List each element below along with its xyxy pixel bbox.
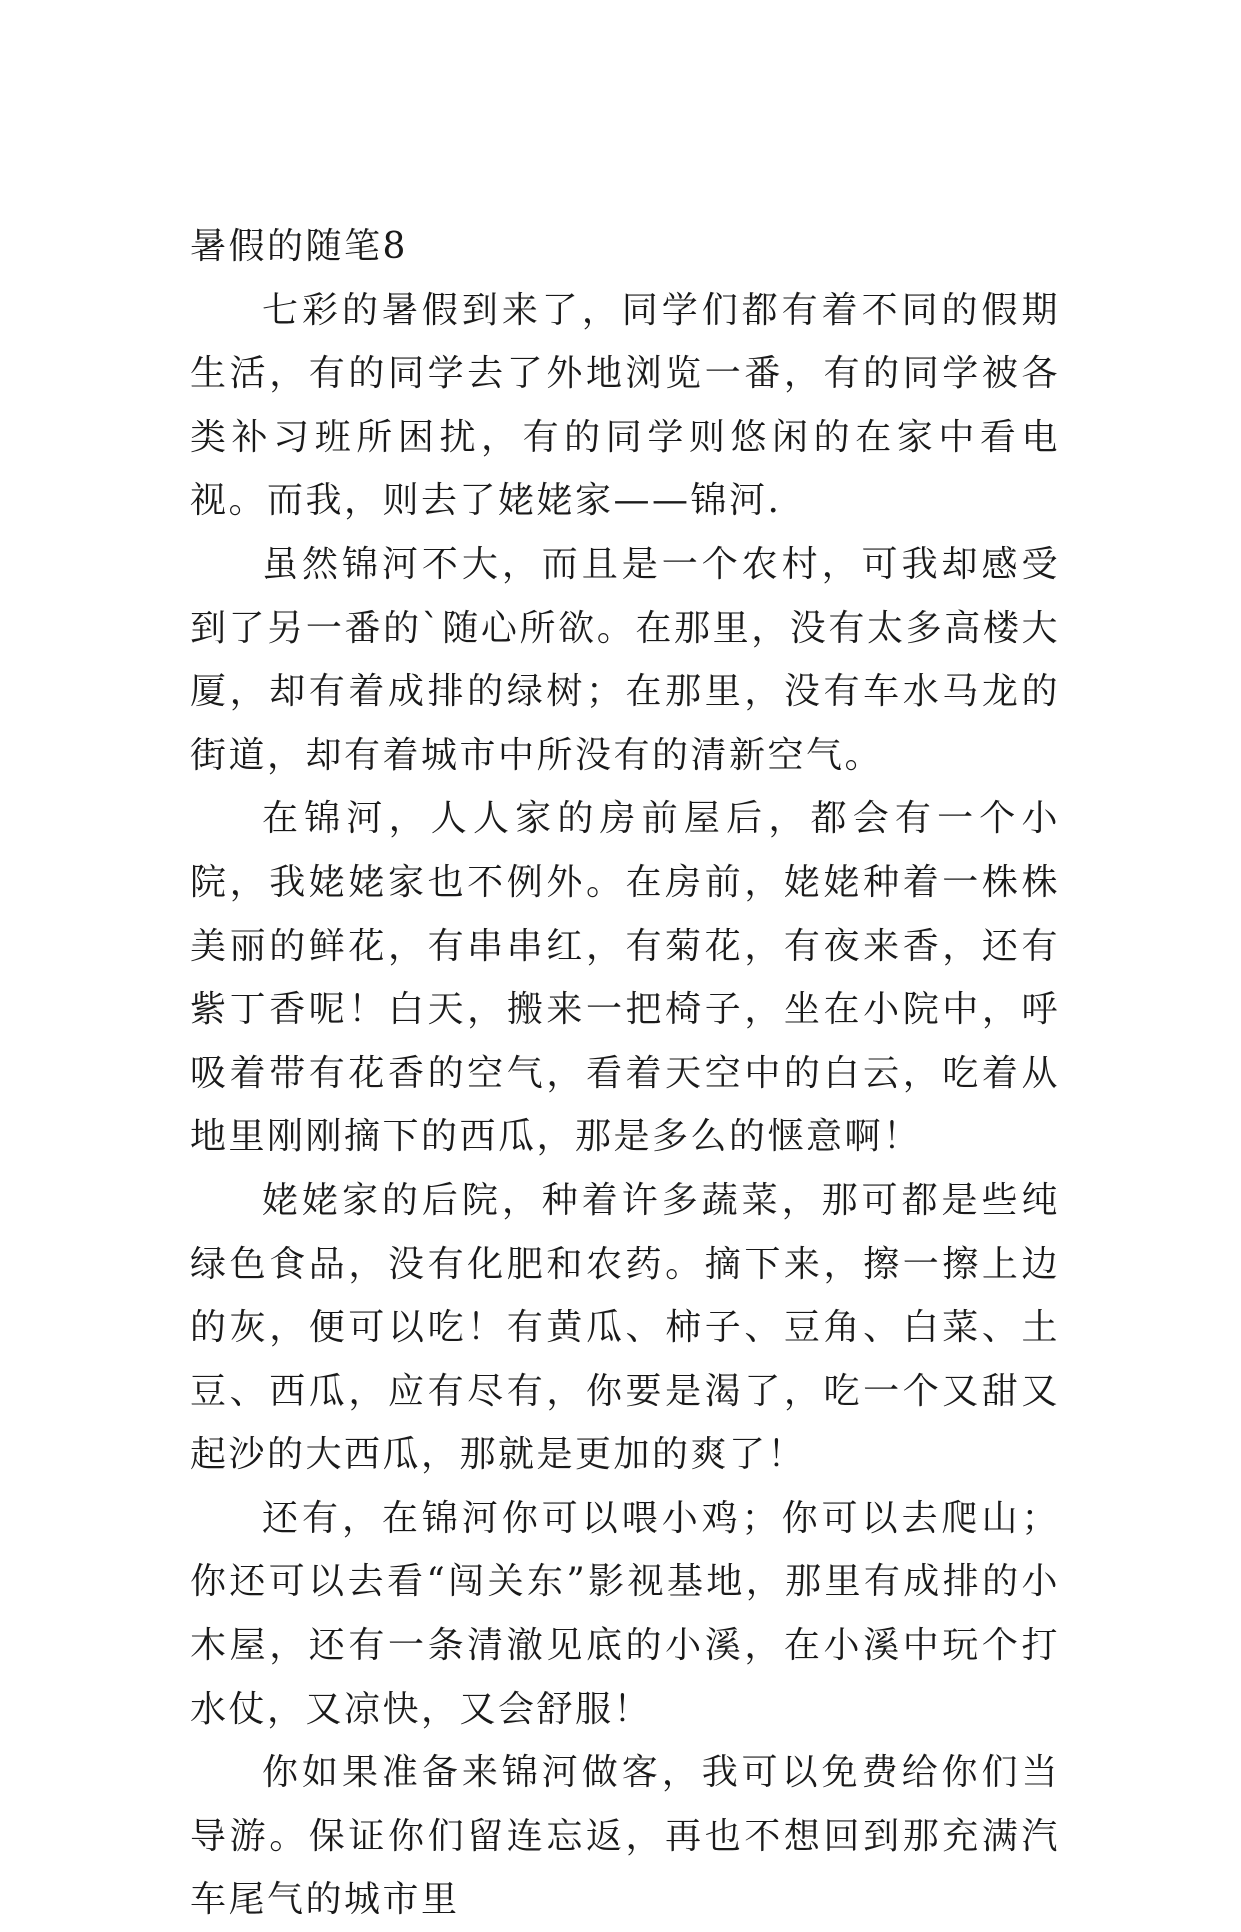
paragraph-4: 姥姥家的后院，种着许多蔬菜，那可都是些纯绿色食品，没有化肥和农药。摘下来，擦一擦上边的灰，便可以吃！有黄瓜、柿子、豆角、白菜、土豆、西瓜，应有尽有，你要是渴了，吃一个又甜又起沙的大西瓜，那就是更加的爽了！ (190, 1179, 1060, 1476)
paragraph-3: 在锦河，人人家的房前屋后，都会有一个小院，我姥姥家也不例外。在房前，姥姥种着一株株美丽的鲜花，有串串红，有菊花，有夜来香，还有紫丁香呢！白天，搬来一把椅子，坐在小院中，呼吸着带有花香的空气，看着天空中的白云，吃着从地里刚刚摘下的西瓜，那是多么的惬意啊！ (190, 798, 1060, 1158)
paragraph-2: 虽然锦河不大，而且是一个农村，可我却感受到了另一番的`随心所欲。在那里，没有太多高楼大厦，却有着成排的绿树；在那里，没有车水马龙的街道，却有着城市中所没有的清新空气。 (190, 543, 1060, 776)
document-body (190, 215, 1060, 1932)
paragraph-5: 还有，在锦河你可以喂小鸡；你可以去爬山；你还可以去看“闯关东”影视基地，那里有成排的小木屋，还有一条清澈见底的小溪，在小溪中玩个打水仗，又凉快，又会舒服！ (190, 1497, 1060, 1730)
paragraph-1: 七彩的暑假到来了，同学们都有着不同的假期生活，有的同学去了外地浏览一番，有的同学被各类补习班所困扰，有的同学则悠闲的在家中看电视。而我，则去了姥姥家——锦河. (190, 289, 1060, 522)
document-title: 暑假的随笔8 (190, 226, 408, 267)
paragraph-6: 你如果准备来锦河做客，我可以免费给你们当导游。保证你们留连忘返，再也不想回到那充满汽车尾气的城市里 (190, 1752, 1060, 1921)
